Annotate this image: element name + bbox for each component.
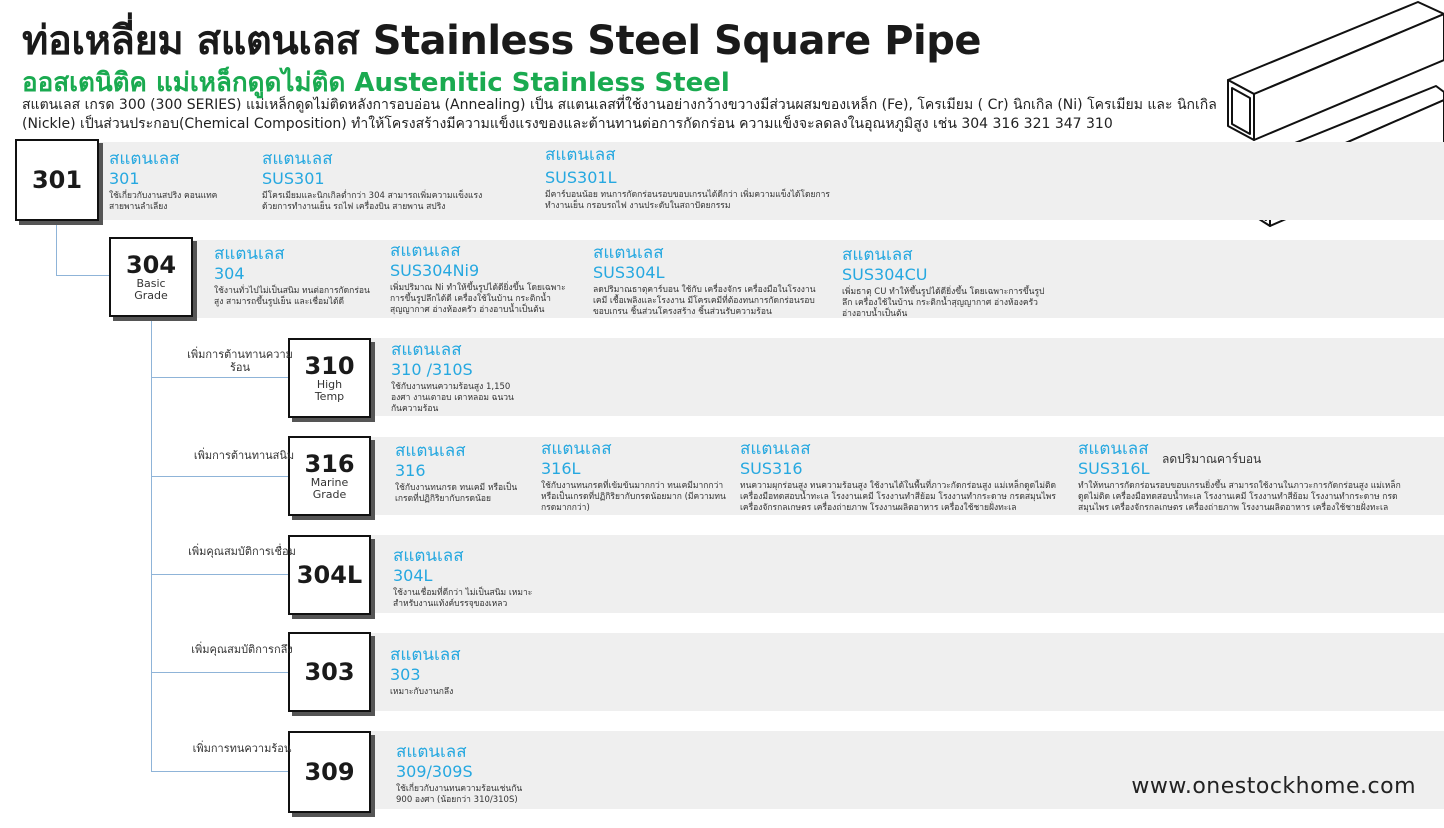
- grade-code: 316L: [541, 459, 581, 478]
- grade-description: ใช้งานเชื่อมที่ดีกว่า ไม่เป็นสนิม เหมาะสำหรับงานแท้งค์บรรจุของเหลว: [393, 588, 533, 609]
- grade-box-caption: Basic Grade: [134, 277, 168, 302]
- grade-code: 304L: [393, 566, 433, 585]
- carbon-note: ลดปริมาณคาร์บอน: [1162, 452, 1262, 466]
- connector-line: [151, 315, 152, 771]
- grade-box-316: [288, 436, 371, 516]
- grade-label: สแตนเลส: [541, 439, 612, 459]
- grade-label: สแตนเลส: [391, 340, 462, 360]
- page-subtitle: ออสเตนิติค แม่เหล็กดูดไม่ติด Austenitic Stainless Steel: [22, 68, 730, 98]
- grade-label: สแตนเลส: [109, 149, 180, 169]
- grade-code: 303: [390, 665, 421, 684]
- grade-box-310: [288, 338, 371, 418]
- page-description: สแตนเลส เกรด 300 (300 SERIES) แม่เหล็กดูดไม่ติดหลังการอบอ่อน (Annealing) เป็น สแตนเลสที่ใช้งานอย่างกว้างขวางมีส่วนผสมของเหล็ก (Fe), โครเมียม ( Cr) นิกเกิล (Ni) โครเมียม และ นิกเกิล (Nickle) เป็นส่วนประกอบ(Chemical Composition) ทำให้โครงสร้างมีความแข็งแรงของและต้านทานต่อการกัดกร่อน ความแข็งจะลดลงในอุณหภูมิสูง เช่น 304 316 321 347 310: [22, 97, 1217, 132]
- grade-description: ใช้เกี่ยวกับงานสปริง คอนแทค สายพานลำเลียง: [109, 191, 218, 212]
- grade-label: สแตนเลส: [740, 439, 811, 459]
- grade-code: 310 /310S: [391, 360, 473, 379]
- grade-label: สแตนเลส: [395, 441, 466, 461]
- grade-label: สแตนเลส: [396, 742, 467, 762]
- grade-box-number: 316: [304, 450, 355, 478]
- grade-label: สแตนเลส: [262, 149, 333, 169]
- grade-code: 316: [395, 461, 426, 480]
- website-url: www.onestockhome.com: [1131, 774, 1416, 799]
- grade-entry: [396, 742, 536, 806]
- grade-label: สแตนเลส: [842, 245, 913, 265]
- branch-label: เพิ่มการต้านทานสนิม: [193, 449, 295, 462]
- grade-label: สแตนเลส: [393, 546, 464, 566]
- grade-description: ใช้เกี่ยวกับงานทนความร้อนเช่นกัน 900 องศา (น้อยกว่า 310/310S): [396, 784, 523, 805]
- grade-code: 301: [109, 169, 140, 188]
- grade-box-304: [109, 237, 193, 317]
- grade-entry: [545, 145, 845, 212]
- grade-description: ทนความผุกร่อนสูง ทนความร้อนสูง ใช้งานได้ในพื้นที่ภาวะกัดกร่อนสูง แม่เหล็กดูดไม่ติด เครื่องมือทดสอบน้ำทะเล โรงงานเคมี โรงงานทำสีย้อม โรงงานทำกระดาษ กรดสมุนไพร เครื่องจักรกลเกษตร เครื่องถ่ายภาพ โรงงานผลิตอาหาร เครื่องใช้ชายฝั่งทะเล: [740, 481, 1057, 513]
- grade-description: เหมาะกับงานกลึง: [390, 687, 454, 697]
- row-band-310: [370, 338, 1444, 416]
- grade-box-301: [15, 139, 99, 221]
- grade-description: มีโครเมียมและนิกเกิลต่ำกว่า 304 สามารถเพิ่มความแข็งแรง ด้วยการทำงานเย็น รถไฟ เครื่องบิน สายพาน สปริง: [262, 191, 483, 212]
- grade-entry: [214, 244, 374, 308]
- grade-description: ทำให้ทนการกัดกร่อนรอบขอบเกรนยิ่งขึ้น สามารถใช้งานในภาวะการกัดกร่อนสูง แม่เหล็กดูดไม่ติด เครื่องมือทดสอบน้ำทะเล โรงงานเคมี โรงงานทำสีย้อม โรงงานทำกระดาษ กรดสมุนไพร เครื่องจักรกลเกษตร เครื่องถ่ายภาพ โรงงานผลิตอาหาร เครื่องใช้ชายฝั่งทะเล: [1078, 481, 1401, 513]
- connector-line: [56, 275, 110, 276]
- grade-box-caption: Marine Grade: [310, 476, 349, 501]
- page-title: ท่อเหลี่ยม สแตนเลส Stainless Steel Square Pipe: [22, 18, 982, 64]
- grade-description: เพิ่มธาตุ CU ทำให้ขึ้นรูปได้ดียิ่งขึ้น โดยเฉพาะการขึ้นรูปลึก เครื่องใช้ในบ้าน กระติกน้ำสุญญากาศ อ่างห้องครัว อ่างอาบน้ำเป็นต้น: [842, 287, 1045, 319]
- grade-code: SUS301: [262, 169, 325, 188]
- grade-label: สแตนเลส: [390, 645, 461, 665]
- connector-line: [151, 672, 289, 673]
- grade-code: 309/309S: [396, 762, 473, 781]
- grade-entry: [393, 546, 533, 610]
- connector-line: [151, 476, 289, 477]
- grade-description: ใช้งานทั่วไปไม่เป็นสนิม ทนต่อการกัดกร่อนสูง สามารถขึ้นรูปเย็น และเชื่อมได้ดี: [214, 286, 370, 307]
- grade-description: มีคาร์บอนน้อย ทนการกัดกร่อนรอบขอบเกรนได้ดีกว่า เพิ่มความแข็งได้โดยการทำงานเย็น กรอบรถไฟ งานประดับในสถาปัตยกรรม: [545, 190, 830, 211]
- grade-description: ใช้กับงานทนกรด ทนเคมี หรือเป็นเกรดที่ปฏิกิริยากับกรดน้อย: [395, 483, 518, 504]
- grade-box-number: 309: [304, 758, 355, 786]
- grade-box-number: 301: [31, 166, 83, 194]
- grade-description: ใช้กับงานทนความร้อนสูง 1,150 องศา งานเตาอบ เตาหลอม ฉนวนกันความร้อน: [391, 382, 514, 414]
- branch-label: เพิ่มคุณสมบัติการกลึง: [191, 643, 293, 656]
- branch-label: เพิ่มคุณสมบัติการเชื่อม: [188, 545, 296, 558]
- grade-entry: [842, 245, 1052, 320]
- grade-box-number: 304: [125, 251, 177, 279]
- grade-label: สแตนเลส: [214, 244, 285, 264]
- grade-description: เพิ่มปริมาณ Ni ทำให้ขึ้นรูปได้ดียิ่งขึ้น โดยเฉพาะการขึ้นรูปลึกได้ดี เครื่องใช้ในบ้าน กระติกน้ำ สุญญากาศ อ่างห้องครัว อ่างอาบน้ำเป็นต้น: [390, 283, 566, 315]
- branch-label: เพิ่มการต้านทานความร้อน: [187, 348, 293, 374]
- grade-box-caption: High Temp: [314, 378, 345, 403]
- grade-code: SUS304CU: [842, 265, 928, 284]
- grade-entry: [593, 243, 823, 318]
- branch-label: เพิ่มการทนความร้อน: [192, 742, 292, 755]
- grade-entry: [390, 241, 570, 316]
- row-band-303: [370, 633, 1444, 711]
- grade-entry: [109, 149, 239, 213]
- connector-line: [151, 771, 289, 772]
- grade-description: ใช้กับงานทนกรดที่เข้มข้นมากกว่า ทนเคมีมากกว่า หรือเป็นเกรดที่ปฏิกิริยากับกรดน้อยมาก (มีความทนกรดมากกว่า): [541, 481, 726, 513]
- grade-label: สแตนเลส: [545, 145, 616, 165]
- grade-entry: [740, 439, 1060, 514]
- grade-entry: [391, 340, 521, 415]
- grade-box-number: 304L: [296, 561, 363, 589]
- grade-box-number: 310: [304, 352, 355, 380]
- grade-code: SUS301L: [545, 168, 617, 187]
- grade-description: ลดปริมาณธาตุคาร์บอน ใช้กับ เครื่องจักร เครื่องมือในโรงงานเคมี เชื้อเพลิงและโรงงาน มีโครเคมีที่ต้องทนการกัดกร่อนรอบขอบเกรน ชิ้นส่วนโครงสร้าง ชิ้นส่วนรับความร้อน: [593, 285, 816, 317]
- grade-label: สแตนเลส: [1078, 439, 1149, 459]
- grade-code: 304: [214, 264, 245, 283]
- grade-code: SUS304Ni9: [390, 261, 480, 280]
- grade-entry: [541, 439, 726, 514]
- grade-code: SUS316L: [1078, 459, 1150, 478]
- grade-label: สแตนเลส: [390, 241, 461, 261]
- connector-line: [151, 377, 289, 378]
- grade-code: SUS316: [740, 459, 803, 478]
- connector-line: [151, 574, 289, 575]
- grade-code: SUS304L: [593, 263, 665, 282]
- grade-entry: [395, 441, 525, 505]
- grade-label: สแตนเลส: [593, 243, 664, 263]
- grade-entry: [262, 149, 492, 213]
- grade-entry: [390, 645, 530, 698]
- connector-line: [56, 219, 57, 275]
- grade-box-number: 303: [304, 658, 355, 686]
